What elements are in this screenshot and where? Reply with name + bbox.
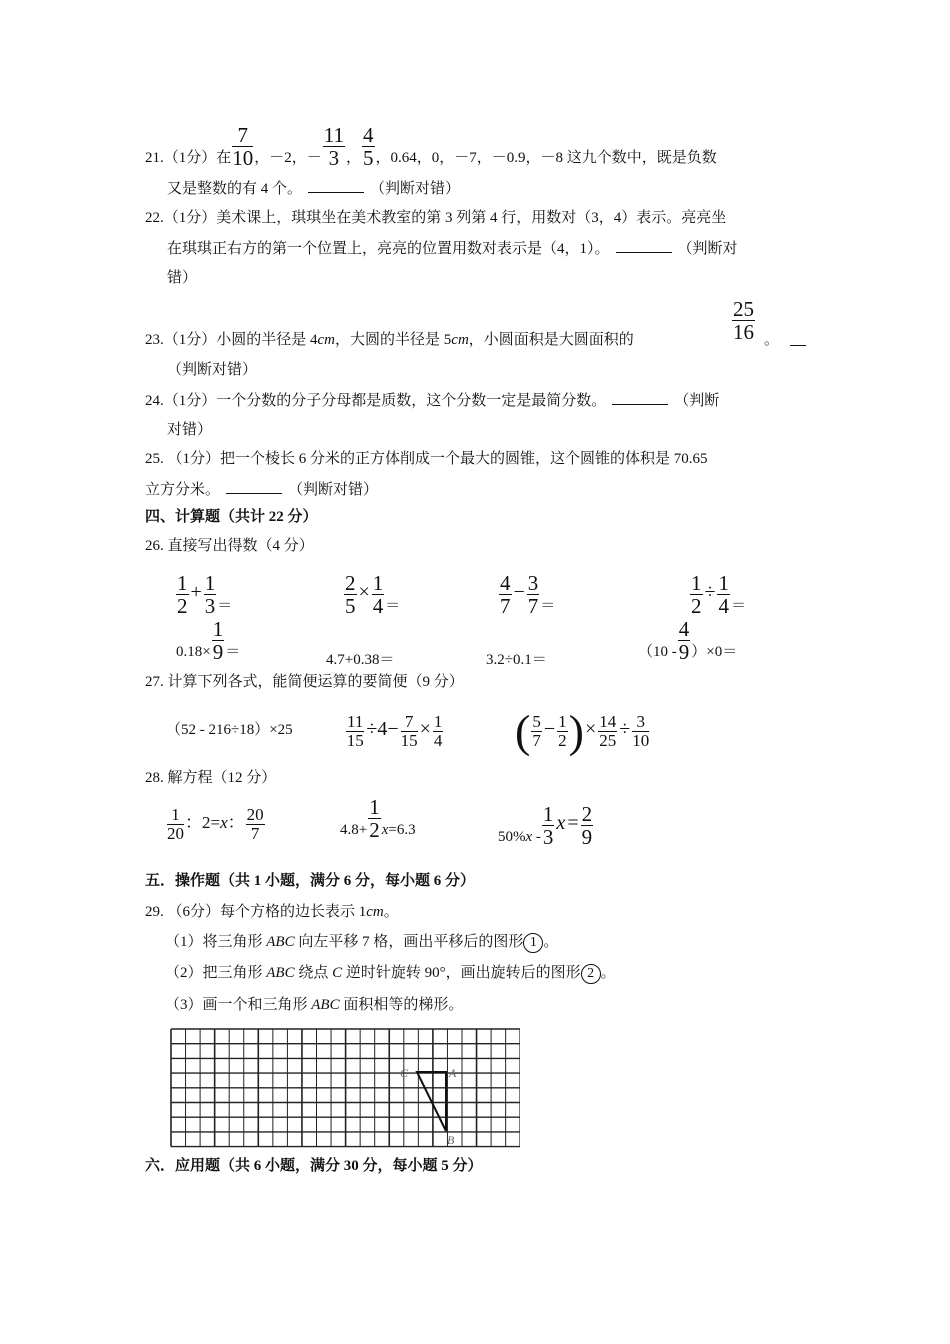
oral-calc-2a: [176, 618, 240, 676]
operator: +: [190, 581, 202, 603]
question-29: [145, 902, 399, 922]
answer-blank[interactable]: [226, 479, 282, 494]
q-text: 。: [543, 934, 559, 950]
fraction: [598, 713, 617, 750]
equation-2: [340, 796, 416, 856]
fraction: [527, 572, 540, 617]
fraction: [401, 713, 418, 750]
triangle-name: ABC: [266, 934, 295, 950]
q-text: 逆时针旋转 90°，画出旋转后的图形: [342, 965, 581, 981]
triangle-abc: [417, 1072, 446, 1131]
variable: x: [525, 829, 533, 845]
label-a: A: [449, 1066, 457, 1080]
question-24-line2: [167, 420, 212, 440]
q-text: 面积相等的梯形。: [339, 997, 464, 1013]
variable: x: [381, 822, 389, 838]
numerator: 4: [363, 123, 374, 147]
q-text: 绕点: [294, 965, 333, 981]
fraction: [678, 618, 691, 663]
denominator: 2: [177, 594, 188, 619]
numerator: 20: [246, 805, 264, 825]
numerator: 1: [167, 806, 184, 825]
numerator: 1: [542, 802, 554, 827]
q-text: （1分）小圆的半径是 4: [163, 332, 318, 348]
question-22: [145, 208, 726, 228]
operator: ×: [419, 718, 431, 740]
oral-calc-expr: [343, 568, 400, 630]
calc-expr-1: （52 - 216÷18）×25: [166, 722, 293, 738]
denominator: 2: [691, 594, 702, 619]
operator: -: [532, 829, 541, 845]
denominator: 4: [433, 731, 443, 751]
denominator: 16: [733, 320, 754, 344]
numerator: 1: [372, 571, 384, 596]
oral-calc-2b: 4.7+0.38＝: [326, 652, 395, 668]
question-23: [145, 330, 634, 350]
triangle-name: ABC: [266, 965, 295, 981]
question-24: [145, 390, 719, 411]
question-23-end: [764, 330, 779, 350]
numerator: 11: [347, 712, 364, 732]
q-text: （1分）一个分数的分子分母都是质数，这个分数一定是最简分数。: [163, 393, 607, 409]
denominator: 10: [632, 731, 650, 751]
question-21: [145, 124, 717, 183]
expr-text: （10 -: [638, 644, 677, 660]
section-5-heading: 五．操作题（共 1 小题，满分 6 分，每小题 6 分）: [145, 873, 476, 889]
equals: ＝: [217, 598, 233, 614]
fraction: [433, 713, 444, 750]
oral-calc-2d: [638, 618, 737, 676]
denominator: 5: [363, 146, 374, 170]
denominator: 3: [542, 825, 554, 850]
numerator: 3: [632, 713, 649, 732]
numerator: 4: [500, 571, 511, 596]
judge-hint: （判断对错）: [288, 482, 379, 498]
task-3: [165, 995, 463, 1015]
oral-calc-2c: 3.2÷0.1＝: [486, 652, 547, 668]
q-text: （1分）在: [163, 150, 232, 166]
fraction: [212, 618, 225, 663]
judge-hint: 错）: [167, 270, 198, 286]
q-text: ，大圆的半径是 5: [335, 332, 452, 348]
operator: ×: [584, 718, 597, 740]
section-4-heading: 四、计算题（共计 22 分）: [145, 509, 318, 525]
q-text: （1）将三角形: [165, 934, 267, 950]
operator: −: [513, 581, 525, 603]
operator: ÷: [704, 581, 716, 603]
fraction: [717, 572, 730, 617]
judge-hint: （判断对错）: [370, 181, 461, 197]
fraction: [344, 572, 357, 617]
answer-blank[interactable]: [308, 178, 364, 193]
operator: ÷4−: [366, 718, 399, 740]
q-text: 。: [383, 904, 399, 920]
q-text: （3）画一个和三角形: [165, 997, 312, 1013]
answer-blank[interactable]: [790, 345, 806, 346]
fraction: [542, 803, 555, 848]
task-1: [165, 932, 558, 953]
q-text: 又是整数的有 4 个。: [167, 181, 303, 197]
task-2: [165, 963, 616, 984]
question-22-line3: [167, 268, 197, 288]
numerator: 1: [212, 617, 224, 641]
q-text: 立方分米。: [145, 482, 221, 498]
numerator: 3: [527, 571, 539, 596]
judge-hint: 对错）: [167, 422, 213, 438]
q-text: ，0.64，0，－7，－0.9，－8 这九个数中，既是负数: [375, 150, 717, 166]
judge-hint: （判断对错）: [167, 362, 258, 378]
fraction: [372, 572, 385, 617]
unit: cm: [451, 332, 469, 348]
numerator: 1: [433, 712, 443, 732]
fraction: [246, 806, 265, 843]
expr-text: 50%: [498, 829, 526, 845]
operator: ÷: [619, 718, 631, 740]
unit: cm: [366, 904, 384, 920]
denominator: 9: [212, 640, 224, 664]
denominator: 7: [532, 731, 541, 751]
q-text: ，小圆面积是大圆面积的: [468, 332, 634, 348]
numerator: 1: [204, 571, 216, 596]
unit: cm: [317, 332, 336, 348]
fraction: [362, 124, 375, 169]
variable: x: [556, 812, 566, 834]
expr-text: ：2=: [185, 813, 221, 832]
section-6-heading: 六．应用题（共 6 小题，满分 30 分，每小题 5 分）: [145, 1158, 483, 1174]
numerator: 11: [323, 123, 345, 147]
fraction: [581, 803, 594, 848]
right-paren: ): [568, 705, 584, 757]
equals: ＝: [540, 598, 556, 614]
question-28-title: 28. 解方程（12 分）: [145, 770, 277, 786]
fraction: [690, 572, 703, 617]
fraction: [204, 572, 217, 617]
q-text: 。: [764, 332, 780, 348]
denominator: 20: [167, 824, 184, 844]
question-26-title: 26. 直接写出得数（4 分）: [145, 538, 314, 554]
equation-3: [498, 800, 594, 860]
variable: x: [220, 813, 228, 832]
point-name: C: [332, 965, 343, 981]
answer-blank[interactable]: [616, 238, 672, 253]
question-27-title: 27. 计算下列各式，能简便运算的要简便（9 分）: [145, 674, 464, 690]
calc-expr-2: [345, 706, 444, 754]
equals: ＝: [225, 644, 241, 660]
numerator: 1: [718, 571, 729, 596]
numerator: 25: [733, 297, 754, 321]
fraction: [368, 796, 381, 841]
q-text: （1分）把一个棱长 6 分米的正方体削成一个最大的圆锥，这个圆锥的体积是 70.65: [167, 451, 708, 467]
question-25: [145, 449, 708, 469]
equals: ＝: [730, 598, 746, 614]
fraction: [323, 124, 345, 169]
expr-text: =6.3: [388, 822, 416, 838]
numerator: 1: [177, 571, 188, 596]
denominator: 2: [369, 818, 380, 842]
q-number: 24.: [145, 393, 164, 409]
expr-text: 0.18×: [176, 644, 211, 660]
label-b: B: [447, 1133, 455, 1147]
fraction: [499, 572, 512, 617]
left-paren: (: [515, 705, 531, 757]
denominator: 10: [232, 146, 254, 170]
denominator: 3: [204, 594, 216, 619]
numerator: 2: [581, 802, 593, 827]
judge-hint: （判断: [674, 393, 720, 409]
fraction: [531, 713, 542, 750]
denominator: 4: [718, 594, 729, 619]
operator: −: [543, 718, 556, 740]
equals: =: [567, 812, 579, 834]
denominator: 3: [328, 146, 340, 170]
circled-number: 1: [523, 933, 543, 953]
fraction: [346, 713, 364, 750]
triangle-name: ABC: [311, 997, 340, 1013]
numerator: 5: [532, 712, 541, 732]
q-text: ，－2，－: [254, 150, 322, 166]
denominator: 2: [558, 731, 567, 751]
fraction: [557, 713, 568, 750]
question-21-line2: [167, 178, 460, 199]
denominator: 7: [500, 594, 511, 619]
judge-hint: （判断对: [677, 241, 738, 257]
q-number: 25.: [145, 451, 164, 467]
q-text: ，: [346, 150, 362, 166]
numerator: 14: [599, 712, 617, 732]
q-text: 29. （6分）每个方格的边长表示 1: [145, 904, 367, 920]
q-number: 22.: [145, 210, 164, 226]
label-c: C: [400, 1066, 409, 1080]
denominator: 7: [250, 824, 260, 844]
denominator: 15: [400, 731, 418, 751]
numerator: 7: [232, 124, 253, 147]
square-grid[interactable]: [170, 1028, 520, 1150]
q-number: 21.: [145, 150, 164, 166]
denominator: 9: [581, 825, 593, 850]
denominator: 7: [527, 594, 539, 619]
equals: ＝: [385, 598, 401, 614]
denominator: 5: [345, 594, 356, 619]
numerator: 4: [678, 617, 690, 641]
question-22-line2: [167, 238, 738, 259]
expr-text: 4.8+: [340, 822, 368, 838]
fraction: [632, 713, 649, 750]
q-number: 23.: [145, 332, 164, 348]
fraction: [232, 124, 253, 169]
fraction: [167, 806, 184, 843]
q-text: （2）把三角形: [165, 965, 267, 981]
numerator: 1: [369, 795, 380, 819]
fraction: [732, 298, 755, 343]
numerator: 2: [345, 571, 356, 596]
denominator: 4: [372, 594, 384, 619]
denominator: 25: [599, 731, 617, 751]
answer-blank[interactable]: [612, 390, 668, 405]
q-text: 在琪琪正右方的第一个位置上，亮亮的位置用数对表示是（4，1）。: [167, 241, 610, 257]
q-text: （1分）美术课上，琪琪坐在美术教室的第 3 列第 4 行，用数对（3，4）表示。亮亮坐: [163, 210, 727, 226]
calc-expr-3: [515, 706, 650, 755]
question-25-line2: [145, 479, 378, 500]
expr-text: ）×0＝: [691, 644, 738, 660]
q-text: 向左平移 7 格，画出平移后的图形: [294, 934, 524, 950]
numerator: 1: [691, 571, 702, 596]
equation-1: [166, 800, 266, 847]
q-text: 。: [600, 965, 616, 981]
circled-number: 2: [581, 964, 601, 984]
expr-text: ：: [227, 813, 245, 832]
question-23-line2: [167, 360, 257, 380]
fraction: [176, 572, 189, 617]
operator: ×: [358, 581, 370, 603]
numerator: 1: [558, 712, 567, 732]
denominator: 15: [346, 731, 364, 751]
denominator: 9: [678, 640, 690, 664]
numerator: 7: [401, 713, 418, 732]
oral-calc-expr: [498, 568, 555, 630]
